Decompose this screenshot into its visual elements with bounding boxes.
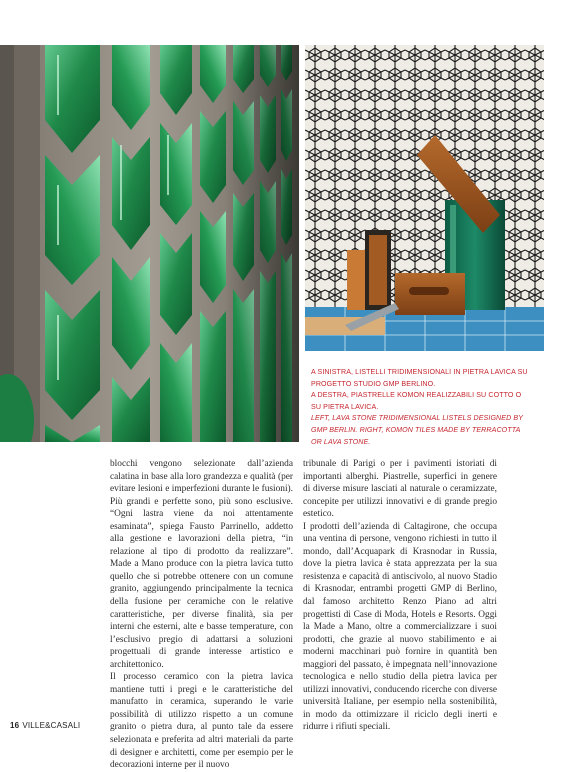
caption-english: LEFT, LAVA STONE TRIDIMENSIONAL LISTELS DESIGNED BY GMP BERLIN. RIGHT, KOMON TILES MADE BY TERRACOTTA OR LAVA STONE. [311, 414, 523, 446]
paragraph: Il processo ceramico con la pietra lavica mantiene tutti i pregi e le caratteristiche del manufatto in ceramica, superando le varie possibilità di utilizzo rispetto a un comune granito o pietra dura, al punto tale da essere selezionata e preferita ad altri materiali da parte di designer e architetti, come per esempio per le decorazioni interne per il nuovo [110, 672, 293, 771]
left-photo-green-tiles [0, 45, 299, 442]
photo-caption [311, 367, 531, 448]
caption-italian-right: A DESTRA, PIASTRELLE KOMON REALIZZABILI SU COTTO O SU PIETRA LAVICA. [311, 391, 522, 411]
page-number: 16 [10, 721, 20, 730]
text-column-right [303, 458, 497, 734]
page-footer [10, 721, 80, 730]
right-photo-komon-tiles [305, 45, 544, 351]
komon-tiles-illustration [305, 45, 544, 351]
paragraph: tribunale di Parigi o per i pavimenti istoriati di importanti alberghi. Piastrelle, superfici in genere di diverse misure lasciati al naturale o ceramizzate, concepite per utilizzi innovativi e di grande pregio estetico. [303, 459, 497, 520]
paragraph: blocchi vengono selezionate dall’azienda calatina in base alla loro grandezza e qualità (per evitare lesioni e imperfezioni durante le fusioni). Più grandi e perfette sono, più sono esclusive. “Ogni lastra viene da noi attentamente esaminata”, spiega Fausto Parrinello, addetto alla gestione e lavorazioni della pietra, “in relazione al tipo di prodotto da realizzare”. Made a Mano produce con la pietra lavica tutto quello che si potrebbe ottenere con un comune granito, aggiungendo principalmente la tecnica della fusione per ceramiche con le relative caratteristiche, per diverse finalità, sia per interni che esterni, alte e basse temperature, con l’esclusivo pregio di adattarsi a soluzioni progettuali di grande interesse artistico e architettonico. [110, 459, 293, 670]
green-tiles-illustration [0, 45, 299, 442]
text-column-left [110, 458, 293, 772]
caption-italian-left: A SINISTRA, LISTELLI TRIDIMENSIONALI IN PIETRA LAVICA SU PROGETTO STUDIO GMP BERLINO. [311, 368, 528, 388]
magazine-name: VILLE&CASALI [22, 721, 81, 730]
paragraph: I prodotti dell’azienda di Caltagirone, che occupa una ventina di persone, vengono richiesti in tutto il mondo, dall’Acquapark di Krasnodar in Russia, dove la pietra lavica è stata apprezzata per la sua resistenza e capacità di antiscivolo, al nuovo Stadio di Krasnodar, entrambi progetti GMP di Berlino, dal famoso architetto Renzo Piano ad altri progettisti di Case di Moda, Hotels e Resorts. Oggi la Made a Mano, oltre a commercializzare i suoi prodotti, che grazie al nuovo stabilimento e ai moderni macchinari può fornire in quantità ben maggiori del passato, è impegnata nell’innovazione tecnologica e nello studio della pietra lavica per utilizzi innovativi, conducendo ricerche con diverse università Italiane, per esempio nella sostenibilità, in modo da ottimizzare il riciclo degli inerti e ridurre i rifiuti speciali. [303, 521, 497, 733]
